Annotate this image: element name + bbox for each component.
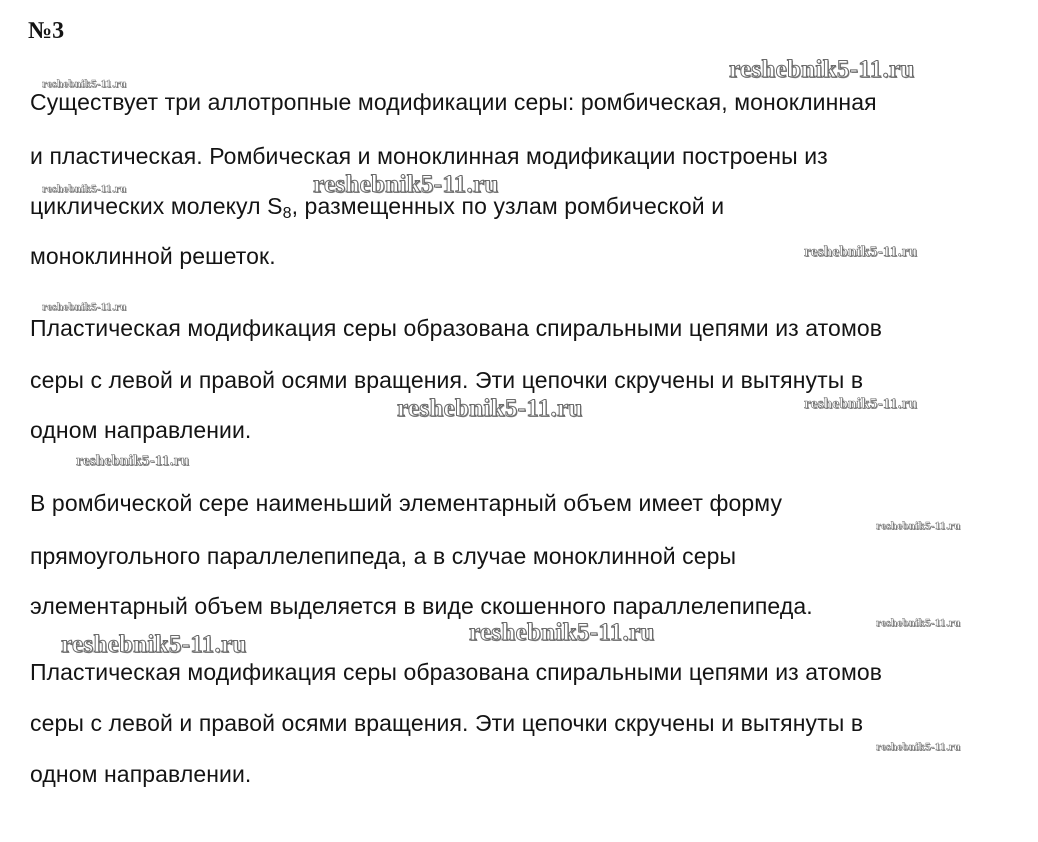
text-line: Пластическая модификация серы образована спиральными цепями из атомов (30, 659, 883, 685)
watermark: reshebnik5-11.ru (61, 631, 247, 658)
text-fragment: циклических молекул (30, 193, 268, 219)
watermark: reshebnik5-11.ru (876, 520, 961, 532)
watermark: reshebnik5-11.ru (729, 56, 915, 83)
text-line: моноклинной решеток. (30, 243, 276, 269)
formula-subscript: 8 (282, 205, 292, 222)
text-line: прямоугольного параллелепипеда, а в случае моноклинной серы (30, 543, 737, 569)
text-line: Существует три аллотропные модификации серы: ромбическая, моноклинная (30, 89, 877, 115)
watermark: reshebnik5-11.ru (469, 619, 655, 646)
watermark: reshebnik5-11.ru (42, 301, 127, 313)
watermark: reshebnik5-11.ru (42, 183, 127, 195)
text-line: одном направлении. (30, 417, 252, 443)
text-line: одном направлении. (30, 761, 252, 787)
text-line: и пластическая. Ромбическая и моноклинная модификации построены из (30, 143, 828, 169)
formula-symbol: S (267, 193, 283, 219)
text-line: серы с левой и правой осями вращения. Эти цепочки скручены и вытянуты в (30, 367, 864, 393)
watermark: reshebnik5-11.ru (397, 395, 583, 422)
text-line: Пластическая модификация серы образована спиральными цепями из атомов (30, 315, 883, 341)
watermark: reshebnik5-11.ru (313, 171, 499, 198)
watermark: reshebnik5-11.ru (876, 617, 961, 629)
watermark: reshebnik5-11.ru (804, 244, 918, 260)
text-line: элементарный объем выделяется в виде скошенного параллелепипеда. (30, 593, 813, 619)
text-fragment: , размещенных по узлам ромбической и (291, 193, 725, 219)
watermark: reshebnik5-11.ru (876, 741, 961, 753)
text-line: серы с левой и правой осями вращения. Эти цепочки скручены и вытянуты в (30, 710, 864, 736)
text-line: В ромбической сере наименьший элементарный объем имеет форму (30, 490, 783, 516)
watermark: reshebnik5-11.ru (76, 453, 190, 469)
problem-number: №3 (28, 18, 65, 44)
watermark: reshebnik5-11.ru (42, 78, 127, 90)
watermark: reshebnik5-11.ru (804, 396, 918, 412)
